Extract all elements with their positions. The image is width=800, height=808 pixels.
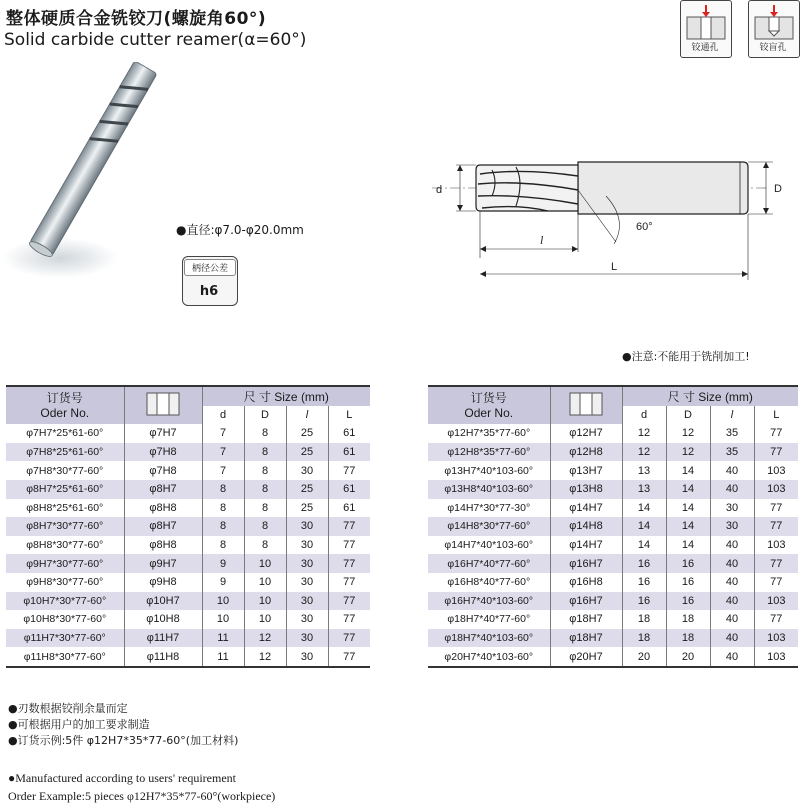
- d-cell: 8: [202, 480, 244, 499]
- order-cell: φ10H7*30*77-60°: [6, 592, 124, 611]
- D-cell: 14: [666, 536, 710, 555]
- table-row: [6, 554, 370, 573]
- col-l: l: [710, 406, 754, 425]
- l-cell: 40: [710, 629, 754, 648]
- order-cell: φ12H8*35*77-60°: [428, 443, 550, 462]
- L-cell: 77: [328, 629, 370, 648]
- L-cell: 103: [754, 592, 798, 611]
- table-row: [428, 573, 798, 592]
- through-hole-caption: 铰通孔: [691, 43, 719, 53]
- order-header-cn: 订货号: [470, 390, 507, 405]
- table-row: [428, 499, 798, 518]
- table-row: [428, 610, 798, 629]
- code-cell: φ18H7: [550, 629, 622, 648]
- L-cell: 77: [754, 554, 798, 573]
- l-cell: 40: [710, 647, 754, 667]
- code-cell: φ7H8: [124, 443, 202, 462]
- D-cell: 8: [244, 461, 286, 480]
- col-D: D: [666, 406, 710, 425]
- d-cell: 14: [622, 499, 666, 518]
- reamer-photo: [0, 62, 180, 282]
- d-cell: 10: [202, 592, 244, 611]
- d-cell: 20: [622, 647, 666, 667]
- order-cell: φ7H8*25*61-60°: [6, 443, 124, 462]
- l-cell: 30: [286, 461, 328, 480]
- code-cell: φ12H7: [550, 424, 622, 443]
- table-row: [428, 554, 798, 573]
- L-cell: 77: [328, 517, 370, 536]
- D-cell: 16: [666, 592, 710, 611]
- page-title-en: Solid carbide cutter reamer(α=60°): [4, 30, 307, 50]
- left-spec-table: [6, 385, 370, 668]
- d-cell: 9: [202, 554, 244, 573]
- d-cell: 12: [622, 424, 666, 443]
- order-cell: φ7H8*30*77-60°: [6, 461, 124, 480]
- D-cell: 10: [244, 610, 286, 629]
- L-cell: 77: [328, 554, 370, 573]
- code-cell: φ9H8: [124, 573, 202, 592]
- code-cell: φ7H7: [124, 424, 202, 443]
- code-cell: φ9H7: [124, 554, 202, 573]
- D-cell: 10: [244, 573, 286, 592]
- table-row: [6, 480, 370, 499]
- col-d: d: [622, 406, 666, 425]
- order-cell: φ16H7*40*103-60°: [428, 592, 550, 611]
- order-cell: φ8H7*25*61-60°: [6, 480, 124, 499]
- table-row: [6, 629, 370, 648]
- order-cell: φ8H8*30*77-60°: [6, 536, 124, 555]
- l-cell: 30: [286, 647, 328, 667]
- table-row: [428, 443, 798, 462]
- usage-note: ●注意:不能用于铣削加工!: [622, 350, 750, 363]
- D-cell: 18: [666, 610, 710, 629]
- L-cell: 103: [767, 464, 786, 477]
- code-cell: φ8H8: [124, 536, 202, 555]
- D-cell: 8: [244, 499, 286, 518]
- table-row: [428, 480, 798, 499]
- L-cell: 77: [343, 539, 356, 552]
- l-cell: 40: [710, 480, 754, 499]
- page-title-cn: 整体硬质合金铣铰刀(螺旋角60°): [6, 9, 267, 29]
- L-cell: 103: [754, 480, 798, 499]
- size-header: 尺 寸 Size (mm): [202, 386, 370, 406]
- col-l: l: [286, 406, 328, 425]
- order-header: [6, 386, 124, 424]
- D-cell: 12: [244, 629, 286, 648]
- order-cell: φ18H7*40*77-60°: [428, 610, 550, 629]
- D-cell: 8: [244, 424, 286, 443]
- D-cell: 12: [244, 647, 286, 667]
- L-cell: 103: [754, 629, 798, 648]
- D-cell: 8: [244, 480, 286, 499]
- L-cell: 77: [770, 501, 783, 514]
- d-cell: 16: [622, 554, 666, 573]
- order-cell: φ14H7*40*103-60°: [428, 536, 550, 555]
- d-cell: 14: [622, 536, 666, 555]
- table-row: [6, 517, 370, 536]
- order-cell: φ8H8*25*61-60°: [6, 499, 124, 518]
- d-cell: 18: [622, 610, 666, 629]
- order-cell: φ12H7*35*77-60°: [428, 424, 550, 443]
- order-cell: φ9H8*30*77-60°: [6, 573, 124, 592]
- D-cell: 8: [244, 536, 286, 555]
- order-cell: φ18H7*40*103-60°: [428, 629, 550, 648]
- col-d: d: [202, 406, 244, 425]
- code-cell: φ10H8: [124, 610, 202, 629]
- order-cell: φ13H7*40*103-60°: [428, 461, 550, 480]
- hole-section-icon: [143, 389, 183, 419]
- shank-tolerance-label: 柄径公差: [184, 259, 236, 276]
- d-cell: 16: [622, 573, 666, 592]
- order-cell: φ8H7*30*77-60°: [6, 517, 124, 536]
- order-cell: φ13H8*40*103-60°: [428, 480, 550, 499]
- D-cell: 14: [666, 499, 710, 518]
- L-cell: 77: [770, 427, 783, 440]
- table-row: [6, 573, 370, 592]
- D-cell: 18: [666, 629, 710, 648]
- order-cell: φ10H8*30*77-60°: [6, 610, 124, 629]
- l-cell: 25: [286, 499, 328, 518]
- code-cell: φ8H8: [124, 499, 202, 518]
- l-cell: 30: [286, 610, 328, 629]
- tool-icon-header: [124, 386, 202, 424]
- footnote-cn-2: ●可根据用户的加工要求制造: [8, 718, 150, 731]
- L-cell: 61: [343, 501, 356, 514]
- l-cell: 25: [286, 424, 328, 443]
- order-cell: φ20H7*40*103-60°: [428, 647, 550, 667]
- table-row: [428, 647, 798, 667]
- col-D: D: [244, 406, 286, 425]
- d-cell: 12: [622, 443, 666, 462]
- l-cell: 40: [710, 592, 754, 611]
- d-cell: 11: [202, 629, 244, 648]
- table-row: [6, 610, 370, 629]
- table-row: [428, 629, 798, 648]
- dimension-D-label: D: [774, 183, 782, 195]
- code-cell: φ13H8: [550, 480, 622, 499]
- D-cell: 16: [666, 554, 710, 573]
- code-cell: φ14H7: [550, 536, 622, 555]
- table-row: [428, 592, 798, 611]
- d-cell: 18: [622, 629, 666, 648]
- D-cell: 12: [666, 424, 710, 443]
- order-header: [428, 386, 550, 424]
- table-row: [6, 647, 370, 667]
- shank-tolerance-value: h6: [199, 284, 219, 299]
- D-cell: 8: [244, 443, 286, 462]
- d-cell: 8: [202, 499, 244, 518]
- L-cell: 77: [770, 613, 783, 626]
- L-cell: 77: [754, 443, 798, 462]
- l-cell: 30: [286, 629, 328, 648]
- code-cell: φ11H8: [124, 647, 202, 667]
- blind-hole-caption: 铰盲孔: [759, 43, 787, 53]
- order-cell: φ9H7*30*77-60°: [6, 554, 124, 573]
- L-cell: 77: [328, 592, 370, 611]
- code-cell: φ14H8: [550, 517, 622, 536]
- l-cell: 25: [286, 443, 328, 462]
- code-cell: φ10H7: [124, 592, 202, 611]
- table-row: [6, 536, 370, 555]
- D-cell: 14: [666, 461, 710, 480]
- col-L: L: [328, 406, 370, 425]
- code-cell: φ14H7: [550, 499, 622, 518]
- L-cell: 77: [343, 650, 356, 663]
- L-cell: 103: [767, 650, 786, 663]
- order-cell: φ16H8*40*77-60°: [428, 573, 550, 592]
- D-cell: 10: [244, 592, 286, 611]
- order-cell: φ11H7*30*77-60°: [6, 629, 124, 648]
- D-cell: 14: [666, 517, 710, 536]
- right-spec-table: [428, 385, 798, 668]
- dimension-L-label: L: [611, 261, 618, 273]
- order-header-en: Oder No.: [40, 405, 90, 420]
- L-cell: 77: [343, 464, 356, 477]
- l-cell: 30: [710, 517, 754, 536]
- d-cell: 7: [202, 443, 244, 462]
- table-row: [428, 517, 798, 536]
- footnote-cn-1: ●刃数根据铰削余量而定: [8, 702, 128, 715]
- order-cell: φ11H8*30*77-60°: [6, 647, 124, 667]
- code-cell: φ8H7: [124, 517, 202, 536]
- d-cell: 11: [202, 647, 244, 667]
- diameter-range: ●直径:φ7.0-φ20.0mm: [176, 223, 304, 237]
- D-cell: 14: [666, 480, 710, 499]
- L-cell: 77: [754, 517, 798, 536]
- order-cell: φ16H7*40*77-60°: [428, 554, 550, 573]
- D-cell: 12: [666, 443, 710, 462]
- technical-drawing: [428, 150, 798, 290]
- code-cell: φ7H8: [124, 461, 202, 480]
- footnote-cn-3: ●订货示例:5件 φ12H7*35*77-60°(加工材料): [8, 734, 239, 747]
- D-cell: 8: [244, 517, 286, 536]
- L-cell: 61: [328, 443, 370, 462]
- l-cell: 40: [710, 573, 754, 592]
- l-cell: 40: [710, 554, 754, 573]
- l-cell: 30: [286, 517, 328, 536]
- d-cell: 9: [202, 573, 244, 592]
- d-cell: 7: [202, 424, 244, 443]
- code-cell: φ16H7: [550, 592, 622, 611]
- d-cell: 8: [202, 536, 244, 555]
- code-cell: φ13H7: [550, 461, 622, 480]
- code-cell: φ16H8: [550, 573, 622, 592]
- D-cell: 20: [666, 647, 710, 667]
- code-cell: φ18H7: [550, 610, 622, 629]
- table-row: [6, 424, 370, 443]
- d-cell: 8: [202, 517, 244, 536]
- helix-angle-label: 60°: [636, 221, 653, 233]
- d-cell: 13: [622, 461, 666, 480]
- footnote-en-1: ●Manufactured according to users' requirement: [8, 771, 236, 785]
- col-L: L: [754, 406, 798, 425]
- code-cell: φ12H8: [550, 443, 622, 462]
- l-cell: 30: [286, 554, 328, 573]
- code-cell: φ11H7: [124, 629, 202, 648]
- L-cell: 77: [770, 576, 783, 589]
- table-row: [428, 536, 798, 555]
- table-row: [6, 443, 370, 462]
- L-cell: 61: [343, 427, 356, 440]
- d-cell: 14: [622, 517, 666, 536]
- footnote-en-2: Order Example:5 pieces φ12H7*35*77-60°(workpiece): [8, 789, 276, 803]
- order-header-cn: 订货号: [46, 390, 83, 405]
- order-cell: φ7H7*25*61-60°: [6, 424, 124, 443]
- l-cell: 30: [286, 573, 328, 592]
- size-header: 尺 寸 Size (mm): [622, 386, 798, 406]
- l-cell: 30: [286, 592, 328, 611]
- l-cell: 35: [710, 424, 754, 443]
- D-cell: 10: [244, 554, 286, 573]
- d-cell: 13: [622, 480, 666, 499]
- l-cell: 40: [710, 536, 754, 555]
- D-cell: 16: [666, 573, 710, 592]
- order-cell: φ14H8*30*77-60°: [428, 517, 550, 536]
- l-cell: 30: [710, 499, 754, 518]
- code-cell: φ16H7: [550, 554, 622, 573]
- dimension-l-label: l: [540, 233, 544, 247]
- l-cell: 40: [710, 610, 754, 629]
- l-cell: 40: [710, 461, 754, 480]
- l-cell: 25: [286, 480, 328, 499]
- dimension-d-label: d: [436, 184, 443, 196]
- tool-icon-header: [550, 386, 622, 424]
- hole-section-icon: [566, 389, 606, 419]
- code-cell: φ8H7: [124, 480, 202, 499]
- d-cell: 10: [202, 610, 244, 629]
- l-cell: 35: [710, 443, 754, 462]
- code-cell: φ20H7: [550, 647, 622, 667]
- l-cell: 30: [286, 536, 328, 555]
- d-cell: 7: [202, 461, 244, 480]
- table-row: [6, 592, 370, 611]
- d-cell: 16: [622, 592, 666, 611]
- table-row: [428, 461, 798, 480]
- table-row: [6, 461, 370, 480]
- L-cell: 77: [343, 576, 356, 589]
- table-row: [6, 499, 370, 518]
- L-cell: 61: [328, 480, 370, 499]
- order-cell: φ14H7*30*77-30°: [428, 499, 550, 518]
- table-row: [428, 424, 798, 443]
- order-header-en: Oder No.: [464, 405, 514, 420]
- L-cell: 77: [343, 613, 356, 626]
- L-cell: 103: [767, 539, 786, 552]
